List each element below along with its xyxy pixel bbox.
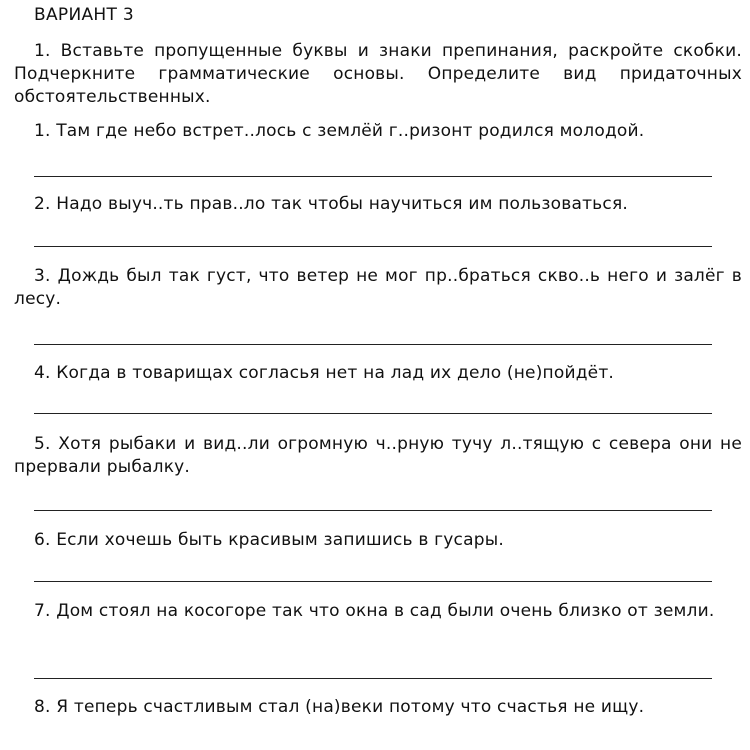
answer-line-3[interactable] bbox=[34, 344, 712, 345]
sentence-2: 2. Надо выуч..ть прав..ло так чтобы научиться им пользоваться. bbox=[34, 194, 628, 214]
variant-title: ВАРИАНТ 3 bbox=[34, 5, 134, 25]
answer-line-7[interactable] bbox=[34, 678, 712, 679]
sentence-7: 7. Дом стоял на косогоре так что окна в сад были очень близко от земли. bbox=[34, 601, 715, 621]
answer-line-6[interactable] bbox=[34, 581, 712, 582]
answer-line-2[interactable] bbox=[34, 246, 712, 247]
sentence-1: 1. Там где небо встрет..лось с землёй г..ризонт родился молодой. bbox=[34, 121, 645, 141]
answer-line-4[interactable] bbox=[34, 413, 712, 414]
sentence-8: 8. Я теперь счастливым стал (на)веки потому что счастья не ищу. bbox=[34, 697, 645, 717]
sentence-5: 5. Хотя рыбаки и вид..ли огромную ч..рную тучу л..тящую с севера они не прервали рыбалку. bbox=[14, 434, 742, 477]
task-instructions: 1. Вставьте пропущенные буквы и знаки препинания, раскройте скобки. Подчеркните грамматические основы. Определите вид придаточных обстоятельственных. bbox=[14, 41, 742, 107]
sentence-4: 4. Когда в товарищах согласья нет на лад их дело (не)пойдёт. bbox=[34, 363, 615, 383]
answer-line-5[interactable] bbox=[34, 510, 712, 511]
sentence-3: 3. Дождь был так густ, что ветер не мог пр..браться скво..ь него и залёг в лесу. bbox=[14, 266, 742, 309]
answer-line-1[interactable] bbox=[34, 176, 712, 177]
sentence-6: 6. Если хочешь быть красивым запишись в гусары. bbox=[34, 530, 504, 550]
